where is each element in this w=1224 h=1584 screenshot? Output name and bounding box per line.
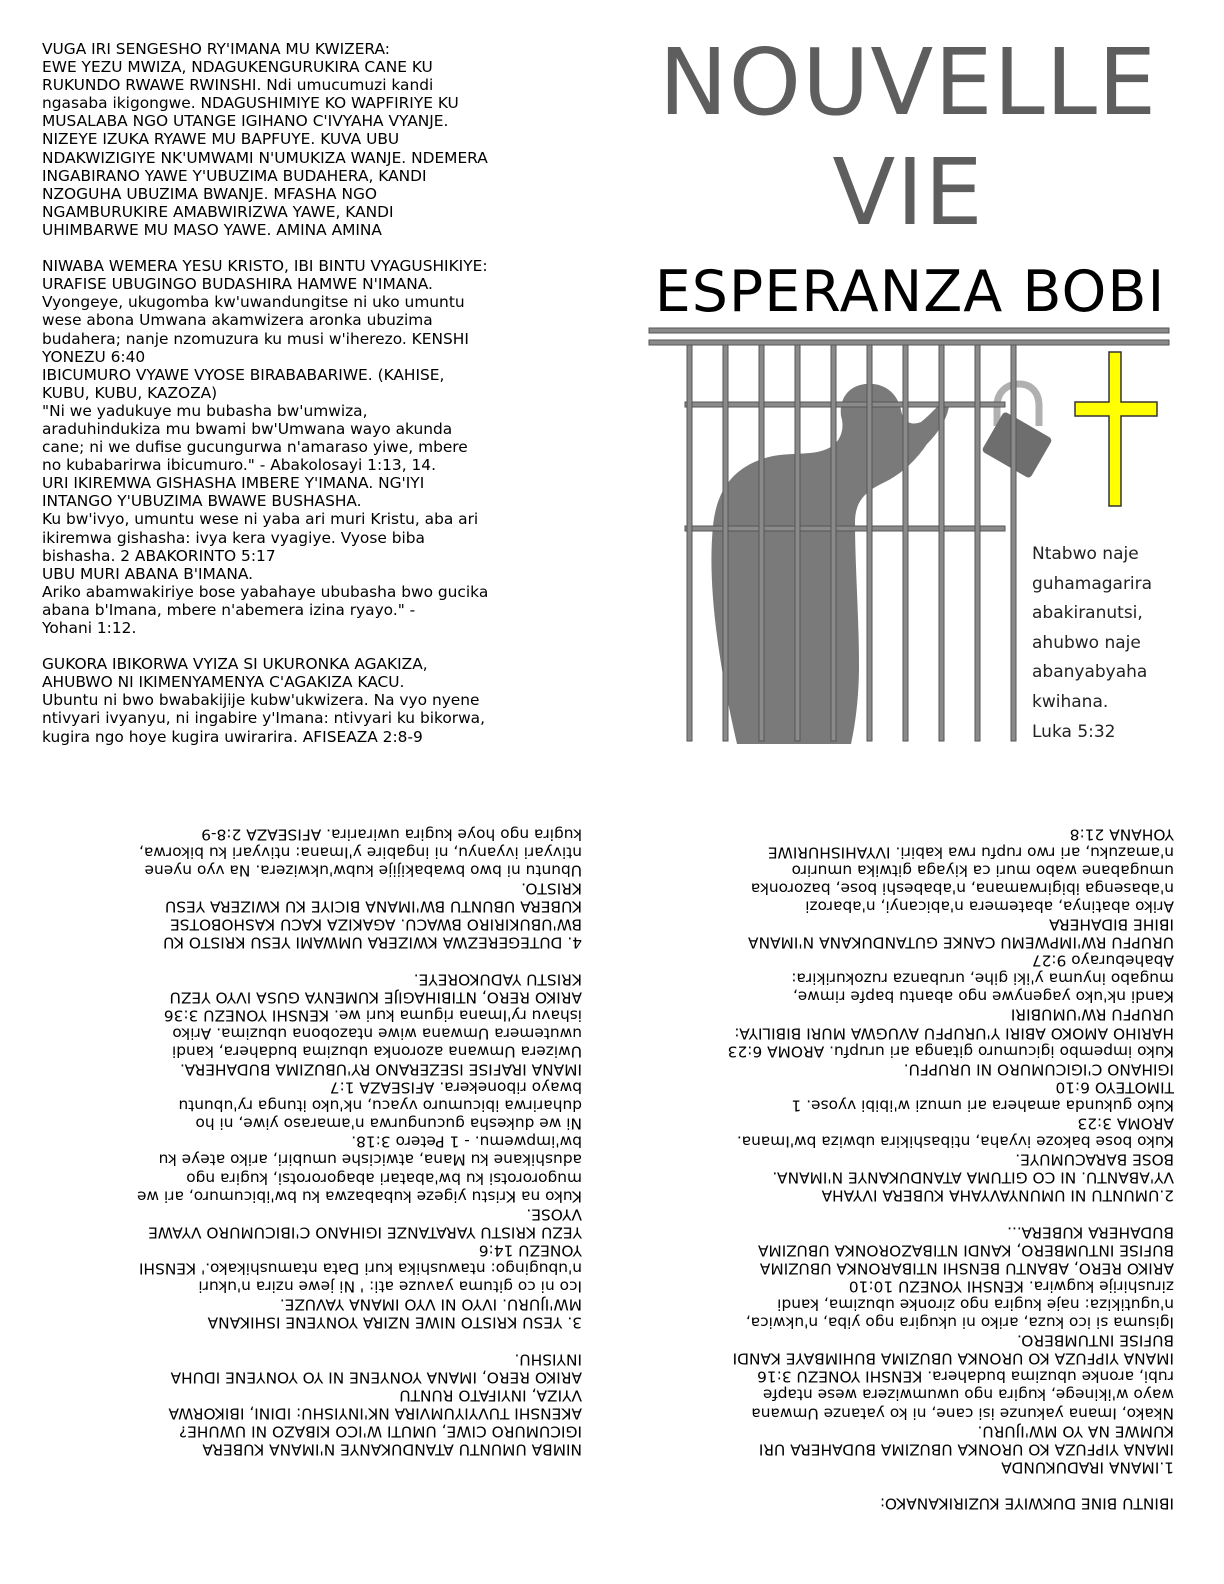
- top-rail: [649, 328, 1169, 333]
- lock-icon: [981, 384, 1052, 479]
- praying-silhouette: [711, 384, 949, 744]
- title-esperanza-bobi: ESPERANZA BOBI: [654, 259, 1166, 325]
- title-line-2: VIE: [832, 139, 984, 246]
- title-nouvelle-vie: [652, 28, 1164, 248]
- title-line-1: NOUVELLE: [658, 29, 1158, 136]
- prison-bar: [975, 345, 980, 741]
- prison-bar: [867, 345, 872, 741]
- scripture-quote: Ntabwo naje guhamagarira abakiranutsi, ahubwo naje abanyabyaha kwihana. Luka 5:32: [1032, 544, 1153, 742]
- top-rail: [649, 340, 1169, 345]
- prison-bar: [903, 345, 908, 741]
- prison-bar: [831, 345, 836, 741]
- cross-icon: [1075, 352, 1157, 506]
- prison-bar: [939, 345, 944, 741]
- prison-bar: [723, 345, 728, 741]
- prison-bar: [1011, 345, 1016, 741]
- middle-rail: [685, 402, 1005, 407]
- prison-bar: [795, 345, 800, 741]
- steps-three-four-panel: NIMBA UMUNTU ATANDUKANYE N'IMANA KUBERA IGICUMURO CIWE, UMUTI W'ICO KIBAZO NI UWUHE? AKENSHI TUVYIYUMVIRA NK'INYISHU: IDINI, IBIKORWA VYIZA, INYIFATO RUNTU ARIKO RERO, IMANA YONYENE NI YO YONYENE IDUHA INYISHU. 3. YESU KRISTO NIWE NZIRA YONYENE ISHIKANA MW'IJURU. IVYO NI VYO IMANA YAVUZE. Ico ni co gituma yavuze ati: ' Ni jewe nzira n'ukuri n'ubugingo: ntawushika kuri Data ntamushikako.' KENSHI YONEZU 14:6 YEZU KRISTU YARATANZE IGIHANO C'IBICUMURO VYAWE VYOSE. Kuko na Kristu yigeze kubabazwa ku bw'ibicumuro, ari we mugororotsi ku bw'abatari abagororotsi, kugira ngo adushikane ku Mana, atwicishe umubiri, ariko ateye ku bw'impwemu. - 1 Petero 3:18. Ni we dukesha gucungurwa n'amaraso yiwe, ni ho duharirwa ibicumuro vyacu, nk'uko itunga ry'ubuntu bwayo ribonekera. AFISEAZA 1:7 IMANA IRAFISE ISEZERANO RY'UBUZIMA BUDAHERA. Uwizera Umwana azoronka ubuzima budahera, kandi uwutemera Umwana wiwe ntazobona ubuzima. Ariko ishavu ry'Imana riguma kuri we. KENSHI YONEZU 3:36 ARIKO RERO, NTIBIHAGIJE KUMENYA GUSA IVYO YEZU KRISTU YADUKOREYE. 4. DUTEGEREZWA KWIZERA UMWAMI YESU KRISTO KU BW'UBUKIRIRO BWACU. AGAKIZA KACU KASHOBOTSE KUBERA UBUNTU BW'IMANA BICIYE KU KWIZERA YESU KRISTO. Ubuntu ni bwo bwabakijije kubw'ukwizera. Na vyo nyene ntivyari ivyanyu, ni ingabire y'Imana: ntivyari ku bikorwa, kugira ngo hoye kugira uwirarira. AFISEAZA 2:8-9: [136, 825, 582, 1459]
- four-things-panel: IBINTU BINE DUKWIYE KUZIRIKANAKO: 1.IMANA IRADUKUNDA IMANA YIPFUZA KO URONKA UBUZIMA BUDAHERA URI KUMWE NA YO MW'IJURU. Nkako, Imana yakunze isi cane, ni ko yatanze Umwana wayo w'ikinege, kugira ngo uwumwizera wese ntapfe rubi, aronke ubuzima budahera. KENSHI YONEZU 3:16 IMANA YIPFUZA KO URONKA UBUZIMA BUHIMBAYE KANDI BUFISE INTUMBERO. Igisuma si ico kuza, ariko ni ukugira ngo yiba, n'ukwica, n'ugutikiza: naje kugira ngo zironke ubuzima, kandi zirushirije kugwira. KENSHI YONEZU 10:10 ARIKO RERO, ABANTU BENSHI NTIBARONKA UBUZIMA BUFISE INTUMBERO, KANDI NTIBAZORONKA UBUZIMA BUDAHERA KUBERA... 2.UMUNTU NI UMUNYAVYAHA KUBERA IVYAHA VY'ABANTU. NI CO GITUMA ATANDUKANYE N'IMANA. BOSE BARACUMUYE. Kuko bose bakoze ivyaha, ntibashikira ubwiza bw'Imana. AROMA 3:23 Kuko gukunda amahera ari umuzi w'ibibi vyose. 1 TIMOTEYO 6:10 IGIHANO C'IGICUMURO NI URUPFU. Kuko impembo igicumuro gitanga ari urupfu. AROMA 6:23 HARIHO AMOKO ABIRI Y'URUPFU AVUGWA MURI BIBILIYA: URUPFU RW'UMUBIRI Kandi nk'uko yagenywe ngo abantu bapfe rimwe, mugabo inyuma y'iki gihe, urubanza ruzokurikira: Abaheburayo 9:27 URUPFU RW'IMPWEMU CANKE GUTANDUKANA N'IMANA IBIHE BIDAHERA Ariko abatinya, abatemera n'abicanyi, n'abarozi n'abasenga ibigirwamana, n'ababeshi bose, bazoronka umugabane wabo muri ca kiyaga gitwika umuriro n'amazuku, ari rwo rupfu rwa kabiri. IVYAHISHURIWE YOHANA 21:8: [727, 825, 1174, 1513]
- prayer-text-panel: VUGA IRI SENGESHO RY'IMANA MU KWIZERA: EWE YEZU MWIZA, NDAGUKENGURUKIRA CANE KU RUKUNDO RWAWE RWINSHI. Ndi umucumuzi kandi ngasaba ikigongwe. NDAGUSHIMIYE KO WAPFIRIYE KU MUSALABA NGO UTANGE IGIHANO C'IVYAHA VYANJE. NIZEYE IZUKA RYAWE MU BAPFUYE. KUVA UBU NDAKWIZIGIYE NK'UMWAMI N'UMUKIZA WANJE. NDEMERA INGABIRANO YAWE Y'UBUZIMA BUDAHERA, KANDI NZOGUHA UBUZIMA BWANJE. MFASHA NGO NGAMBURUKIRE AMABWIRIZWA YAWE, KANDI UHIMBARWE MU MASO YAWE. AMINA AMINA NIWABA WEMERA YESU KRISTO, IBI BINTU VYAGUSHIKIYE: URAFISE UBUGINGO BUDASHIRA HAMWE N'IMANA. Vyongeye, ukugomba kw'uwandungitse ni uko umuntu wese abona Umwana akamwizera aronka ubuzima budahera; nanje nzomuzura ku musi w'iherezo. KENSHI YONEZU 6:40 IBICUMURO VYAWE VYOSE BIRABABARIWE. (KAHISE, KUBU, KUBU, KAZOZA) "Ni we yadukuye mu bubasha bw'umwiza, araduhindukiza mu bwami bw'Umwana wayo akunda cane; ni we dufise gucungurwa n'amaraso yiwe, mbere no kubabarirwa ibicumuro." - Abakolosayi 1:13, 14. URI IKIREMWA GISHASHA IMBERE Y'IMANA. NG'IYI INTANGO Y'UBUZIMA BWAWE BUSHASHA. Ku bw'ivyo, umuntu wese ni yaba ari muri Kristu, aba ari ikiremwa gishasha: ivya kera vyagiye. Vyose biba bishasha. 2 ABAKORINTO 5:17 UBU MURI ABANA B'IMANA. Ariko abamwakiriye bose yabahaye ububasha bwo gucika abana b'Imana, mbere n'abemera izina ryayo." - Yohani 1:12. GUKORA IBIKORWA VYIZA SI UKURONKA AGAKIZA, AHUBWO NI IKIMENYAMENYA C'AGAKIZA KACU. Ubuntu ni bwo bwabakijije kubw'ukwizera. Na vyo nyene ntivyari ivyanyu, ni ingabire y'Imana: ntivyari ku bikorwa, kugira ngo hoye kugira uwirarira. AFISEAZA 2:8-9: [42, 40, 489, 746]
- prison-bar: [759, 345, 764, 741]
- lower-rail: [685, 526, 1005, 531]
- prison-bar: [687, 345, 692, 741]
